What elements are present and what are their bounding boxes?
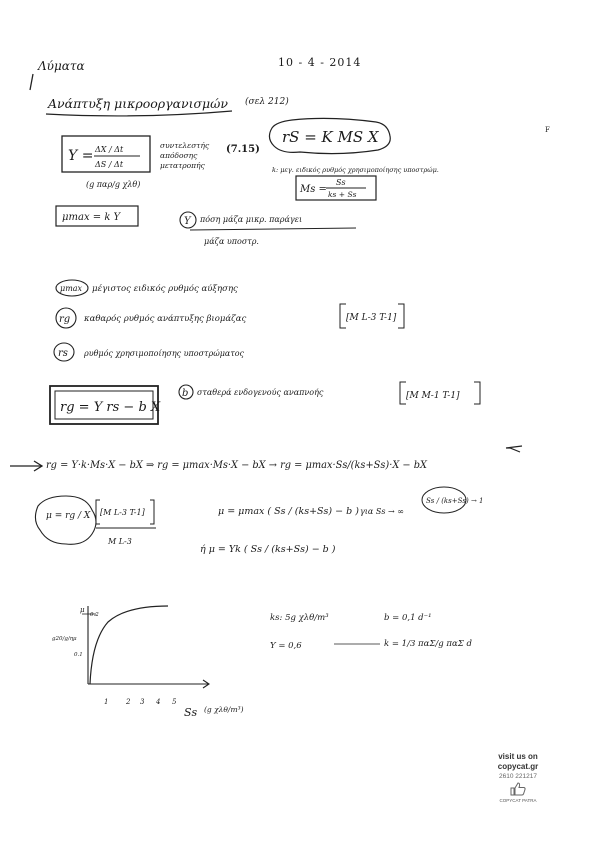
mu-formula-1: μ = μmax ( Ss / (ks+Ss) − b )	[218, 506, 359, 517]
b-note: σταθερά ενδογενούς αναπνοής	[197, 388, 324, 397]
yield-denominator: ΔS / Δt	[95, 160, 124, 169]
def-rs-symbol: rs	[58, 348, 68, 359]
constant-b: b = 0,1 d⁻¹	[384, 613, 432, 623]
def-rg-text: καθαρός ρυθμός ανάπτυξης βιομάζας	[84, 314, 247, 324]
thumbs-up-icon	[510, 782, 526, 796]
notes-title: Λύματα	[38, 59, 85, 73]
yield-note-2: απόδοσης	[160, 151, 198, 160]
k-definition: k: μεγ. ειδικός ρυθμός χρησιμοποίησης υποστρώμ.	[272, 166, 439, 174]
y-note-line-2: μάζα υποστρ.	[204, 237, 259, 246]
mu-units-numerator: [M L-3 T-1]	[100, 508, 145, 517]
yield-numerator: ΔX / Δt	[95, 145, 124, 154]
graph-x-tick-4: 4	[156, 698, 161, 706]
graph-x-tick-2: 2	[126, 698, 131, 706]
graph-y-label: μ	[80, 606, 85, 614]
y-symbol: Y	[184, 216, 191, 227]
graph-x-tick-5: 5	[172, 698, 177, 706]
mumax-equation: μmax = k Y	[62, 212, 121, 223]
ms-lhs: Ms =	[300, 184, 327, 195]
graph-x-label: Ss	[184, 706, 198, 719]
yield-lhs: Y =	[68, 148, 94, 164]
section-heading: Ανάπτυξη μικροοργανισμών	[48, 96, 228, 111]
graph-x-tick-3: 3	[140, 698, 145, 706]
b-units-bracket-right	[474, 382, 480, 404]
mu-units-denominator: M L-3	[108, 537, 132, 546]
def-rg-symbol: rg	[59, 314, 71, 325]
copycat-watermark	[478, 752, 558, 804]
heading-underline	[46, 111, 232, 116]
margin-letter: F	[545, 126, 550, 134]
yield-note-1: συντελεστής	[160, 141, 210, 150]
rg-equation: rg = Y rs − b X	[60, 400, 161, 415]
def-rs-text: ρυθμός χρησιμοποίησης υποστρώματος	[84, 349, 245, 358]
mu-formula-2: ή μ = Yk ( Ss / (ks+Ss) − b )	[200, 544, 336, 555]
mu-units-bracket-right	[150, 500, 154, 524]
equation-number: (7.15)	[226, 144, 260, 155]
b-symbol: b	[182, 388, 189, 399]
limit-note: για Ss → ∞	[360, 507, 404, 516]
rg-units-bracket-right	[398, 304, 404, 328]
limit-result: Ss / (ks+Ss) → 1	[426, 497, 484, 505]
ms-numerator: Ss	[336, 178, 346, 187]
constant-ks: ks: 5g χλθ/m³	[270, 613, 329, 623]
section-reference: (σελ 212)	[245, 97, 289, 107]
b-units: [M M-1 T-1]	[406, 391, 460, 401]
ms-denominator: ks + Ss	[328, 190, 357, 199]
y-note-underline	[190, 228, 356, 230]
derivation-equation: rg = Y·k·Ms·X − bX ⇒ rg = μmax·Ms·X − bX → rg = μmax·Ss/(ks+Ss)·X − bX	[46, 460, 427, 471]
mu-definition: μ = rg / X	[46, 511, 91, 521]
graph-y-tick-0-1: 0.1	[74, 652, 83, 658]
graph-y-tick-units: g20/g/ημ	[52, 636, 77, 642]
watermark-line-2: copycat.gr	[497, 762, 539, 771]
def-mumax-symbol: μmax	[60, 284, 83, 293]
watermark-phone: 2610 221217	[499, 773, 537, 780]
growth-curve	[90, 606, 168, 684]
watermark-brand: COPYCAT PATRA	[499, 798, 537, 803]
def-mumax-text: μέγιστος ειδικός ρυθμός αύξησης	[92, 284, 238, 294]
y-note-line-1: πόση μάζα μικρ. παράγει	[200, 215, 303, 224]
graph-x-units: (g χλθ/m³)	[204, 705, 244, 714]
notes-date: 10 - 4 - 2014	[278, 56, 362, 69]
graph-y-tick-0-2: 0.2	[90, 612, 99, 618]
constant-k: k = 1/3 παΣ/g παΣ d	[384, 639, 472, 649]
yield-units: (g παρ/g χλθ)	[86, 180, 141, 189]
rs-equation: rS = K MS X	[282, 128, 379, 146]
watermark-line-1: visit us on	[498, 752, 538, 761]
constant-y: Y = 0,6	[270, 641, 302, 651]
graph-x-tick-1: 1	[104, 698, 109, 706]
star-mark	[506, 446, 522, 452]
yield-note-3: μετατροπής	[160, 161, 205, 170]
margin-mark	[30, 74, 33, 90]
rg-units: [M L-3 T-1]	[346, 313, 397, 323]
